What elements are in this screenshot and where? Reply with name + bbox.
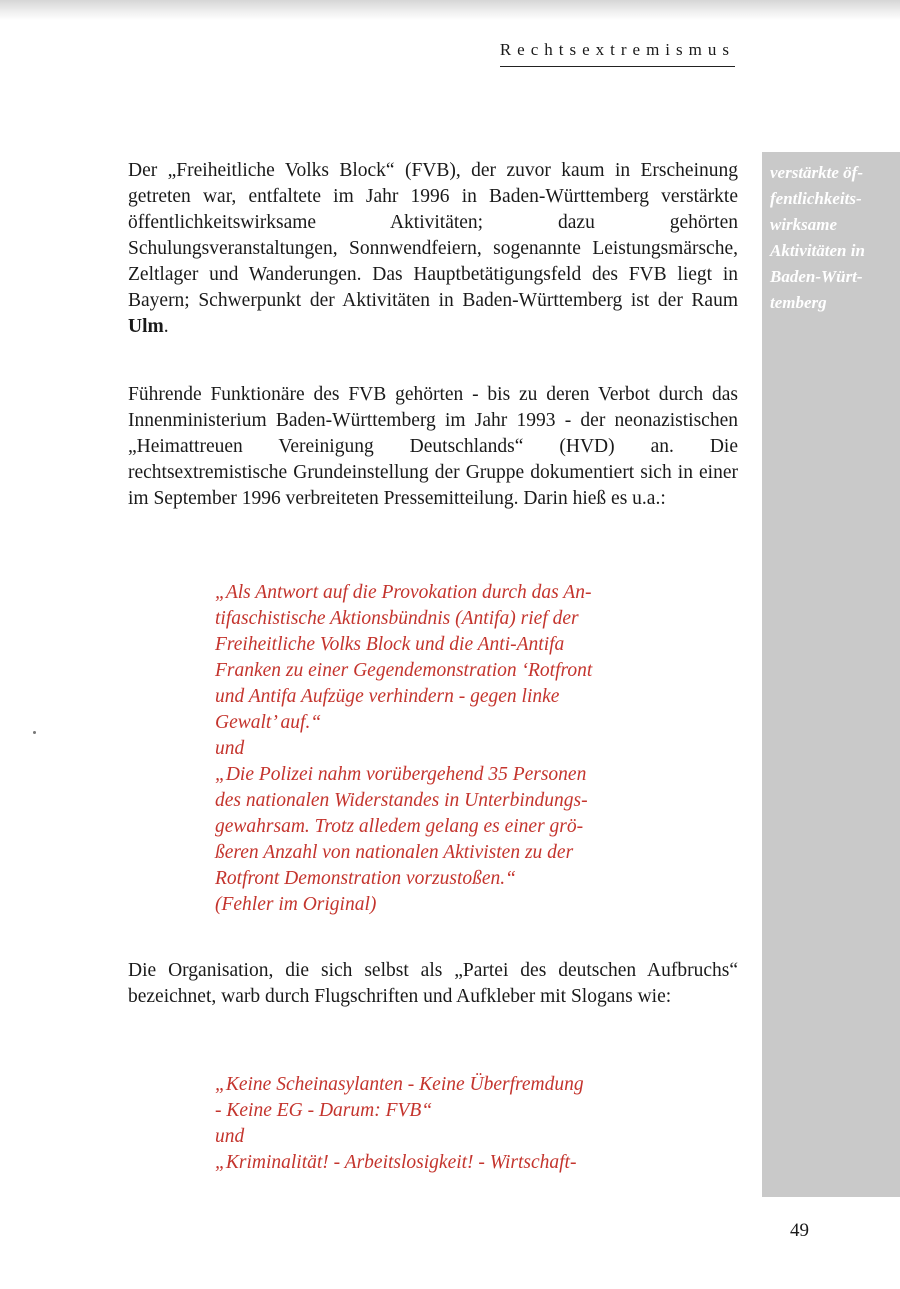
margin-note-line: verstärkte öf-	[770, 163, 864, 182]
paragraph-1-bold: Ulm	[128, 316, 164, 337]
scan-speck	[33, 731, 36, 734]
paragraph-2: Führende Funktionäre des FVB gehörten - bis zu deren Verbot durch das Innenministerium Baden-Württemberg im Jahr 1993 - der neonazistischen „Heimattreuen Vereinigung Deutschlands“ (HVD) an. Die rechtsextremistische Grundeinstellung der Gruppe dokumentiert sich in einer im September 1996 verbreiteten Pressemitteilung. Darin hieß es u.a.:	[128, 384, 738, 509]
quote-line: „Kriminalität! - Arbeitslosigkeit! - Wirtschaft-	[215, 1152, 577, 1173]
margin-note	[770, 160, 898, 316]
quote-line: und	[215, 1126, 245, 1147]
paragraph-3: Die Organisation, die sich selbst als „Partei des deutschen Aufbruchs“ bezeichnet, warb durch Flugschriften und Aufkleber mit Slogans wie:	[128, 960, 738, 1007]
margin-note-line: Baden-Würt-	[770, 267, 863, 286]
margin-note-line: fentlichkeits-	[770, 189, 862, 208]
running-header: Rechtsextremismus	[500, 40, 735, 67]
quote-block-2	[215, 1072, 655, 1176]
quote-line: Gewalt’ auf.“	[215, 712, 322, 733]
margin-note-line: Aktivitäten in	[770, 241, 865, 260]
quote-line: des nationalen Widerstandes in Unterbindungs-	[215, 790, 588, 811]
quote-line: Rotfront Demonstration vorzustoßen.“	[215, 868, 516, 889]
quote-line: Franken zu einer Gegendemonstration ‘Rotfront	[215, 660, 593, 681]
quote-line: „Die Polizei nahm vorübergehend 35 Personen	[215, 764, 587, 785]
quote-line: tifaschistische Aktionsbündnis (Antifa) rief der	[215, 608, 579, 629]
quote-line: und Antifa Aufzüge verhindern - gegen linke	[215, 686, 560, 707]
quote-line: „Als Antwort auf die Provokation durch das An-	[215, 582, 592, 603]
scan-top-shade	[0, 0, 900, 20]
margin-note-line: wirksame	[770, 215, 838, 234]
paragraph-1-text: Der „Freiheitliche Volks Block“ (FVB), der zuvor kaum in Erscheinung getreten war, entfaltete im Jahr 1996 in Baden-Württemberg verstärkte öffentlichkeitswirksame Aktivitäten; dazu gehörten Schulungsveranstaltungen, Sonnwendfeiern, sogenannte Leistungsmärsche, Zeltlager und Wanderungen. Das Hauptbetätigungsfeld des FVB liegt in Bayern; Schwerpunkt der Aktivitäten in Baden-Württemberg ist der Raum	[128, 160, 738, 311]
quote-line: - Keine EG - Darum: FVB“	[215, 1100, 433, 1121]
quote-block-1	[215, 580, 655, 918]
page-number: 49	[790, 1220, 809, 1241]
quote-line: ßeren Anzahl von nationalen Aktivisten zu der	[215, 842, 574, 863]
quote-line: und	[215, 738, 245, 759]
quote-line: Freiheitliche Volks Block und die Anti-Antifa	[215, 634, 565, 655]
quote-line: (Fehler im Original)	[215, 894, 377, 915]
quote-line: gewahrsam. Trotz alledem gelang es einer grö-	[215, 816, 584, 837]
paragraph-1	[128, 158, 738, 340]
paragraph-1-end: .	[163, 316, 169, 337]
margin-note-line: temberg	[770, 293, 827, 312]
quote-line: „Keine Scheinasylanten - Keine Überfremdung	[215, 1074, 584, 1095]
